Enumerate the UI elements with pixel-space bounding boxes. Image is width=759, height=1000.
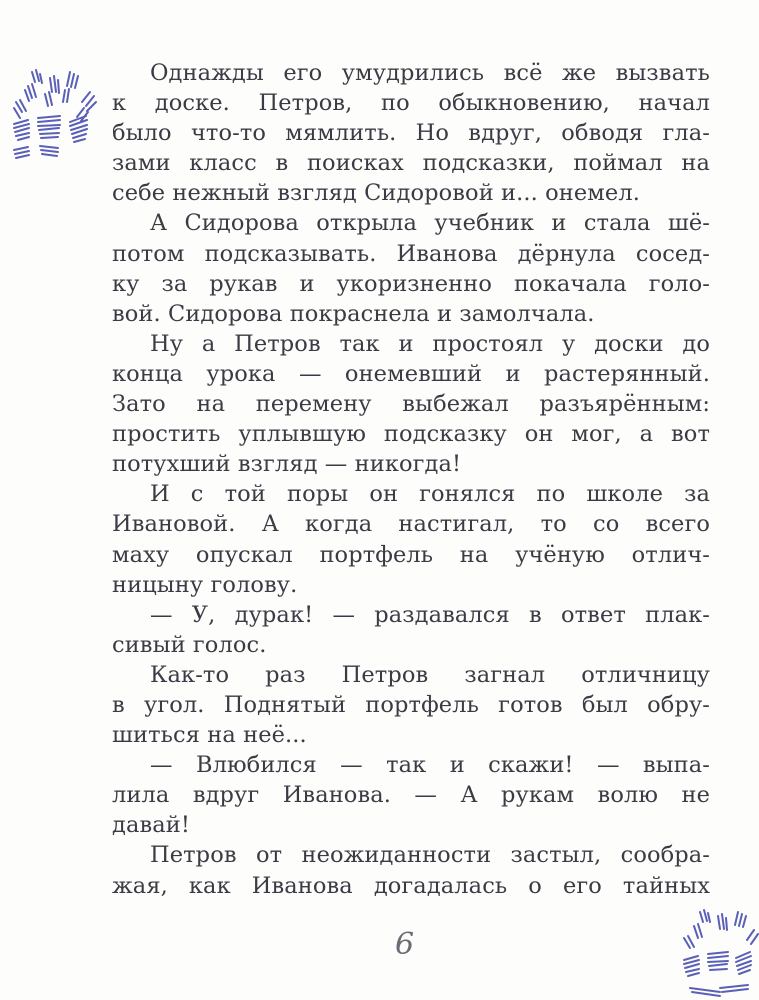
page-number: 6 (394, 927, 415, 962)
text-line: простить уплывшую подсказку он мог, а вот (112, 421, 710, 448)
text-line: потом подсказывать. Иванова дёрнула сосед- (112, 240, 710, 267)
text-line: себе нежный взгляд Сидоровой и... онемел. (112, 180, 640, 207)
text-line: зами класс в поисках подсказки, поймал на (112, 150, 710, 177)
text-line: давай! (112, 812, 190, 839)
text-line: ку за рукав и укоризненно покачала голо- (112, 270, 710, 297)
text-line: Однажды его умудрились всё же вызвать (150, 60, 710, 86)
text-line: в угол. Поднятый портфель готов был обру- (112, 691, 710, 718)
text-line: Зато на перемену выбежал разъярённым: (112, 391, 710, 418)
text-line: вой. Сидорова покраснела и замолчала. (112, 300, 595, 327)
text-line: маху опускал портфель на учёную отлич- (112, 541, 710, 568)
text-line: Как-то раз Петров загнал отличницу (150, 661, 710, 688)
text-line: И с той поры он гонялся по школе за (150, 481, 710, 508)
text-line: шиться на неё... (112, 722, 307, 749)
text-line: Ивановой. А когда настигал, то со всего (112, 511, 710, 538)
text-column (112, 58, 710, 901)
text-line: потухший взгляд — никогда! (112, 451, 462, 478)
text-line: Ну а Петров так и простоял у доски до (150, 330, 710, 357)
text-line: — У, дурак! — раздавался в ответ плак- (150, 601, 710, 628)
text-line: лила вдруг Иванова. — А рукам волю не (112, 782, 710, 809)
text-line: А Сидорова открыла учебник и стала шё- (150, 210, 710, 237)
text-line: жая, как Иванова догадалась о его тайных (112, 872, 710, 899)
text-line: Петров от неожиданности застыл, сообра- (150, 842, 710, 869)
hand-ornament-icon (680, 904, 759, 1000)
text-line: ницыну голову. (112, 571, 298, 598)
text-line: к доске. Петров, по обыкновению, начал (112, 90, 710, 117)
text-line: — Влюбился — так и скажи! — выпа- (150, 752, 710, 779)
text-line: конца урока — онемевший и растерянный. (112, 360, 710, 387)
hand-ornament-icon (10, 62, 100, 172)
text-line: было что-то мямлить. Но вдруг, обводя гла- (112, 120, 710, 147)
text-line: сивый голос. (112, 631, 267, 658)
